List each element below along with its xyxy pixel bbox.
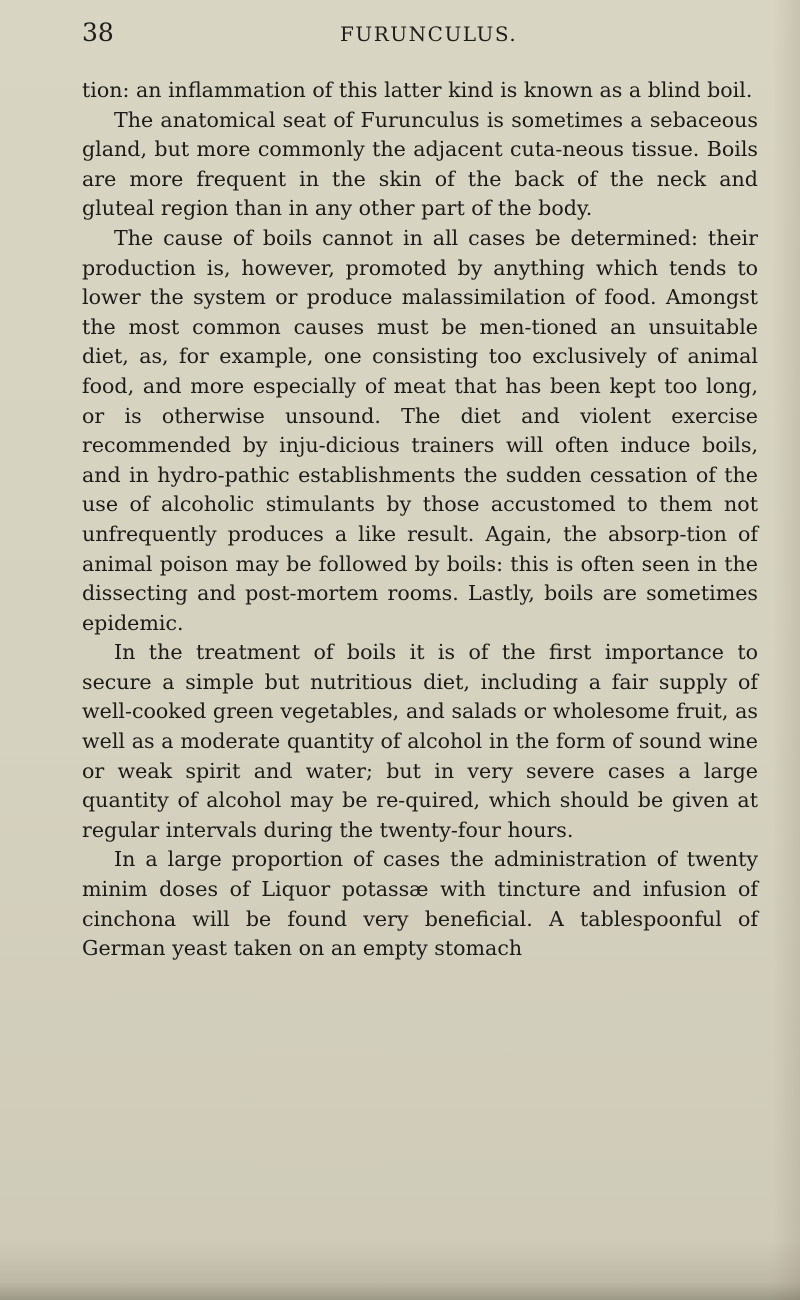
paragraph-anatomical-seat: The anatomical seat of Furunculus is sometimes a sebaceous gland, but more commonly the adjacent cuta-neous tissue. Boils are more frequent in the skin of the back of the neck and gluteal region than in any other part of the body. (82, 107, 758, 221)
body-text (82, 76, 758, 964)
paragraph-continuation: tion: an inflammation of this latter kind is known as a blind boil. (82, 78, 753, 102)
page-number: 38 (82, 18, 114, 47)
paragraph-treatment: In the treatment of boils it is of the first importance to secure a simple but nutritious diet, including a fair supply of well-cooked green vegetables, and salads or wholesome fruit, as well as a moderate quantity of alcohol in the form of sound wine or weak spirit and water; but in very severe cases a large quantity of alcohol may be re-quired, which should be given at regular intervals during the twenty-four hours. (82, 640, 758, 842)
running-head: FURUNCULUS. (340, 22, 518, 46)
paragraph-administration: In a large proportion of cases the administration of twenty minim doses of Liquor potassæ with tincture and infusion of cinchona will be found very beneficial. A tablespoonful of German yeast taken on an empty stomach (82, 847, 758, 961)
page-header (0, 18, 800, 58)
paragraph-causes: The cause of boils cannot in all cases be determined: their production is, however, promoted by anything which tends to lower the system or produce malassimilation of food. Amongst the most common causes must be men-tioned an unsuitable diet, as, for example, one consisting too exclusively of animal food, and more especially of meat that has been kept too long, or is otherwise unsound. The diet and violent exercise recommended by inju-dicious trainers will often induce boils, and in hydro-pathic establishments the sudden cessation of the use of alcoholic stimulants by those accustomed to them not unfrequently produces a like result. Again, the absorp-tion of animal poison may be followed by boils: this is often seen in the dissecting and post-mortem rooms. Lastly, boils are sometimes epidemic. (82, 225, 758, 635)
bottom-edge-shadow (0, 1240, 800, 1300)
page-edge-shadow (772, 0, 800, 1300)
